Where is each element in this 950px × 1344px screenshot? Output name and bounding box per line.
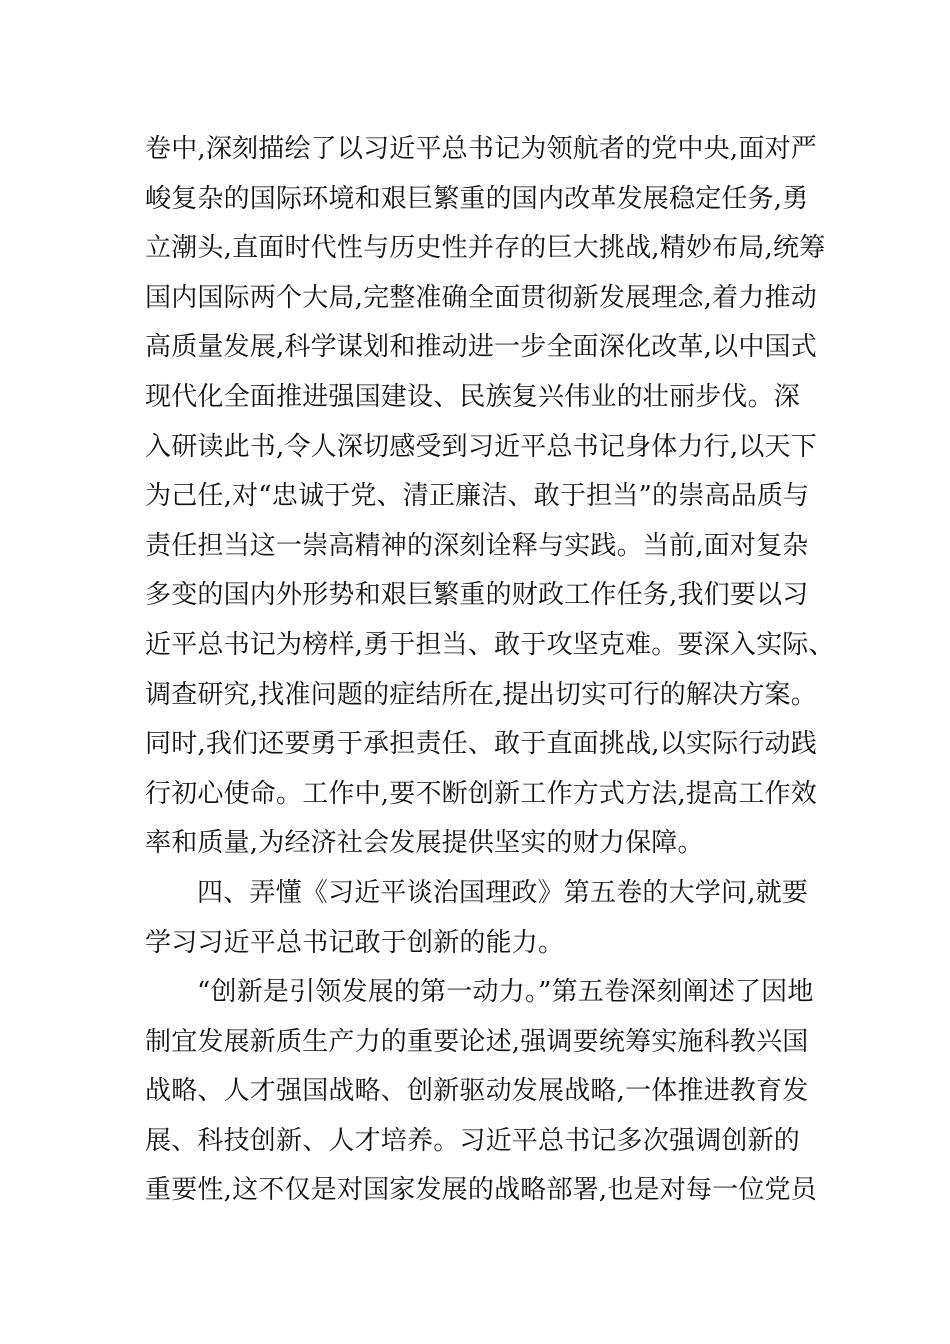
text-line: 制宜发展新质生产力的重要论述,强调要统筹实施科教兴国 [145,1026,809,1057]
section-heading-line: 四、弄懂《习近平谈治国理政》第五卷的大学问,就要 [197,877,809,908]
text-line: 入研读此书,令人深切感受到习近平总书记身体力行,以天下 [145,431,817,462]
text-line: 战略、人才强国战略、创新驱动发展战略,一体推进教育发 [145,1076,809,1107]
text-line: 同时,我们还要勇于承担责任、敢于直面挑战,以实际行动践 [145,729,817,760]
text-line: 现代化全面推进强国建设、民族复兴伟业的壮丽步伐。深 [145,381,801,412]
text-line: 展、科技创新、人才培养。习近平总书记多次强调创新的 [145,1125,801,1156]
text-line: 近平总书记为榜样,勇于担当、敢于攻坚克难。要深入实际、 [145,629,835,660]
text-line: 重要性,这不仅是对国家发展的战略部署,也是对每一位党员 [145,1175,817,1206]
text-line: 立潮头,直面时代性与历史性并存的巨大挑战,精妙布局,统筹 [145,233,826,264]
text-line: “创新是引领发展的第一动力。”第五卷深刻阐述了因地 [197,977,814,1008]
text-line: 国内国际两个大局,完整准确全面贯彻新发展理念,着力推动 [145,282,817,313]
text-line: 多变的国内外形势和艰巨繁重的财政工作任务,我们要以习 [145,580,809,611]
text-line: 卷中,深刻描绘了以习近平总书记为领航者的党中央,面对严 [145,134,817,164]
text-line: 为己任,对“忠诚于党、清正廉洁、敢于担当”的崇高品质与 [145,481,810,512]
text-line: 责任担当这一崇高精神的深刻诠释与实践。当前,面对复杂 [145,530,809,561]
text-line: 高质量发展,科学谋划和推动进一步全面深化改革,以中国式 [145,332,817,363]
text-line: 峻复杂的国际环境和艰巨繁重的国内改革发展稳定任务,勇 [145,183,809,214]
body-text [145,125,835,1216]
text-line: 调查研究,找准问题的症结所在,提出切实可行的解决方案。 [145,679,817,710]
section-heading-line: 学习习近平总书记敢于创新的能力。 [145,927,565,958]
text-line: 率和质量,为经济社会发展提供坚实的财力保障。 [145,828,704,859]
text-line: 行初心使命。工作中,要不断创新工作方式方法,提高工作效 [145,778,817,809]
